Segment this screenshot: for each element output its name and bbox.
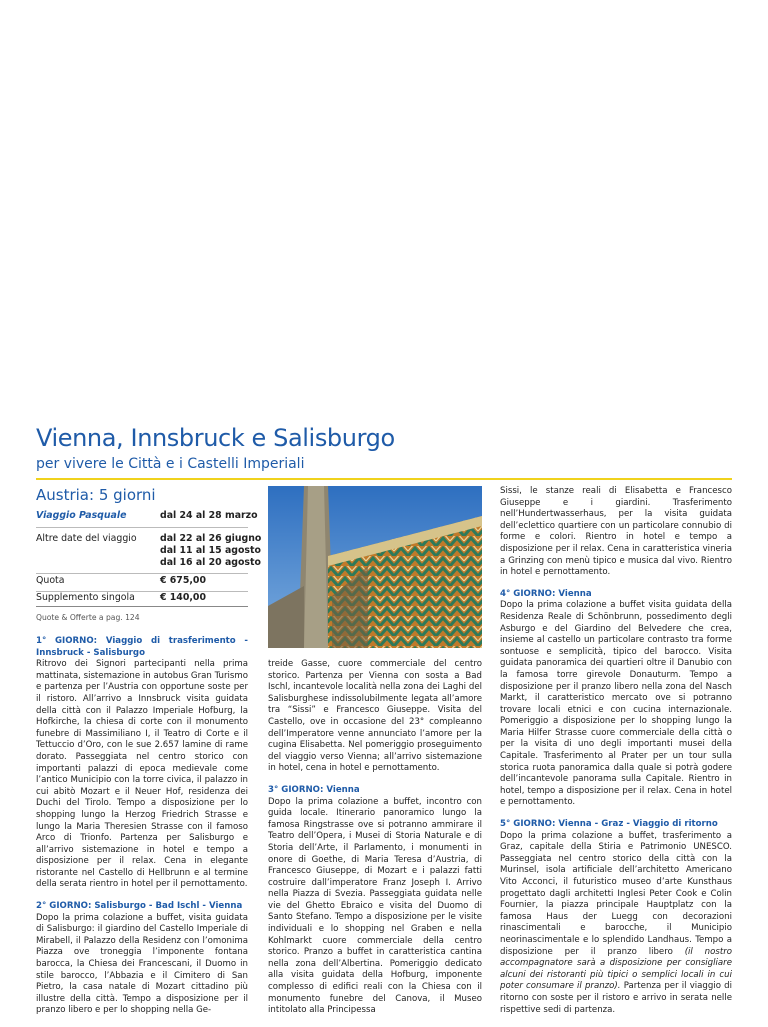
day-text: Ritrovo dei Signori partecipanti nella prima mattinata, sistemazione in autobus Gran Turismo e partenza per l’Austria con opportune soste per il ristoro. All’arrivo a Innsbruck visita guidata della città con il Palazzo Imperiale Hofburg, la Hofkirche, la chiesa di corte con il monumento funebre di Massimiliano I, il Teatro di Corte e il Tettuccio d’Oro, con le sue 2.657 lamine di rame dorato. Passeggiata nel centro storico con importanti palazzi di epoca medievale come l’antico Municipio con la torre civica, il palazzo in cui abitò Mozart e il Neuer Hof, residenza dei Duchi del Tirolo. Tempo a disposizione per lo shopping lungo la Herzog Friedrich Strasse e lungo la Maria Theresien Strasse con il famoso Arco di Trionfo. Partenza per Salisburgo e all’arrivo sistemazione in hotel e tempo a disposizione per il relax. Cena in elegante ristorante nel Castello di Hellbrunn e al termine della serata rientro in hotel per il pernottamento. xyxy=(36,659,248,890)
day-heading: 2° GIORNO: Salisburgo - Bad Ischl - Vienna xyxy=(36,901,243,912)
day-section xyxy=(500,589,732,809)
day-continuation xyxy=(500,486,732,579)
quote-note: Quote & Offerte a pag. 124 xyxy=(36,613,140,622)
country-heading xyxy=(36,486,156,504)
day-heading: 3° GIORNO: Vienna xyxy=(268,784,360,795)
day-text: Dopo la prima colazione a buffet, incontro con guida locale. Itinerario panoramico lungo la famosa Ringstrasse ove si potranno ammirare il Teatro dell’Opera, i Musei di Storia Naturale e di Storia dell’Arte, il Parlamento, i monumenti in onore di Goethe, di Maria Teresa d’Austria, di Francesco Giuseppe, di Mozart e i palazzi fatti costruire dall’imperatore Franz Joseph I. Arrivo nella Piazza di Svezia. Passeggiata guidata nelle vie del Ghetto Ebraico e visita del Duomo di Santo Stefano. Tempo a disposizione per le visite individuali e lo shopping nel Graben e nella Kohlmarkt cuore commerciale della centro storico. Pranzo a buffet in caratteristica cantina nella zona dell’Albertina. Pomeriggio dedicato alla visita guidata della Hofburg, imponente complesso di edifici reali con la Chiesa con il monumento funebre del Canova, il Museo intitolato alla Principessa xyxy=(268,796,482,1016)
price-row-label: Supplemento singola xyxy=(36,592,135,603)
itinerary-column-3 xyxy=(500,486,732,1026)
price-row-single xyxy=(36,592,206,604)
price-row-dates-2 xyxy=(36,545,261,557)
price-row-easter xyxy=(36,510,258,522)
day-section xyxy=(36,636,248,891)
separator xyxy=(36,527,248,528)
day-section xyxy=(500,819,732,1016)
day-heading: 4° GIORNO: Vienna xyxy=(500,588,592,599)
price-row-label: Altre date del viaggio xyxy=(36,533,137,544)
price-row-value: dal 11 al 15 agosto xyxy=(160,545,261,556)
day-text: Dopo la prima colazione a buffet, visita guidata di Salisburgo: il giardino del Castello Imperiale di Mirabell, il Palazzo della Residenz con l’omonima Piazza ove troneggia l’imponente fontana barocca, la Chiesa dei Francescani, il Duomo in stile barocco, l’Abbazia e il Cimitero di San Pietro, la casa natale di Mozart cittadino più illustre della città. Tempo a disposizione per il pranzo libero e per lo shopping nella Ge- xyxy=(36,912,248,1016)
day-text-tail: Partenza per il viaggio di ritorno con soste per il ristoro e arrivo in serata nelle rispettive sedi di partenza. xyxy=(500,981,732,1015)
price-row-value: dal 16 al 20 agosto xyxy=(160,557,261,568)
country-days: 5 giorni xyxy=(98,486,156,504)
price-row-dates xyxy=(36,533,261,545)
day-section xyxy=(268,785,482,1017)
price-row-value: € 140,00 xyxy=(160,592,206,603)
day-text: Dopo la prima colazione a buffet visita guidata della Residenza Reale di Schönbrunn, possedimento degli Asburgo e del Giardino del Belvedere che crea, insieme al castello un particolare contrasto tra forme sontuose e semplicità, tipico del barocco. Visita guidata panoramica dei quartieri oltre il Danubio con la famosa torre girevole Donauturm. Tempo a disposizione per il pranzo libero nella zona del Nasch Markt, il caratteristico mercato ove si potranno trovare locali etnici e con cucina internazionale. Pomeriggio a disposizione per lo shopping lungo la Maria Hilfer Strasse cuore commerciale della città o per la visita di uno degli importanti musei della Capitale. Trasferimento al Prater per un tour sulla storica ruota panoramica dalla quale si potrà godere dell’incantevole panorama sulla Capitale. Rientro in hotel, tempo a disposizione per il relax. Cena in hotel e pernottamento. xyxy=(500,600,732,808)
price-row-quota xyxy=(36,575,206,587)
price-row-value: € 675,00 xyxy=(160,575,206,586)
day-continuation xyxy=(268,659,482,775)
price-row-value: dal 22 al 26 giugno xyxy=(160,533,262,544)
itinerary-column-2 xyxy=(268,659,482,1027)
separator xyxy=(36,573,248,574)
day-text: Dopo la prima colazione a buffet, trasferimento a Graz, capitale della Stiria e Patrimonio UNESCO. Passeggiata nel centro storico della città con la Murinsel, isola artificiale dell’architetto Americano Vito Acconci, il futuristico museo d’arte Kunsthaus progettato dagli architetti Inglesi Peter Cook e Colin Fournier, la piazza principale Hauptplatz con la famosa Haus der Luegg con decorazioni rinascimentali e barocche, il Municipio neorinascimentale e lo splendido Landhaus. Tempo a disposizione per il pranzo libero xyxy=(500,830,732,957)
title-rule xyxy=(36,478,732,480)
day-heading: 1° GIORNO: Viaggio di trasferimento - Innsbruck - Salisburgo xyxy=(36,636,248,658)
day-section xyxy=(36,901,248,1017)
separator xyxy=(36,606,248,607)
page-title: Vienna, Innsbruck e Salisburgo xyxy=(36,424,395,452)
price-row-dates-3 xyxy=(36,557,261,569)
cathedral-illustration xyxy=(268,486,482,648)
price-row-label: Viaggio Pasquale xyxy=(36,510,127,521)
country-label: Austria: xyxy=(36,486,99,504)
price-row-label: Quota xyxy=(36,575,65,586)
day-heading: 5° GIORNO: Vienna - Graz - Viaggio di ritorno xyxy=(500,819,718,830)
blank-top-area xyxy=(0,0,768,418)
itinerary-column-1 xyxy=(36,636,248,1027)
day-note: (il nostro accompagnatore sarà a disposizione per consigliare alcuni dei ristoranti più tipici o semplici locali in cui poter consumare il pranzo). xyxy=(500,946,733,992)
price-row-value: dal 24 al 28 marzo xyxy=(160,510,258,521)
page-subtitle: per vivere le Città e i Castelli Imperiali xyxy=(36,456,305,472)
day-text: treide Gasse, cuore commerciale del centro storico. Partenza per Vienna con sosta a Bad Ischl, incantevole località nella zona dei Laghi del Salisburghese indissolubilmente legata all’amore tra “Sissi” e Francesco Giuseppe. Visita del Castello, ove in occasione del 23° compleanno dell’Imperatore venne annunciato l’amore per la cugina Elisabetta. Nel pomeriggio proseguimento del viaggio verso Vienna; all’arrivo sistemazione in hotel, cena in hotel e pernottamento. xyxy=(268,659,482,774)
cathedral-photo xyxy=(268,486,482,648)
day-text: Sissi, le stanze reali di Elisabetta e Francesco Giuseppe e i giardini. Trasferimento nell’Hundertwasserhaus, per la visita guidata dell’eclettico quartiere con un particolare connubio di forme e colori. Rientro in hotel e tempo a disposizione per il relax. Cena in caratteristica vineria a Grinzing con menù tipico e musica dal vivo. Rientro in hotel e pernottamento. xyxy=(500,486,732,578)
